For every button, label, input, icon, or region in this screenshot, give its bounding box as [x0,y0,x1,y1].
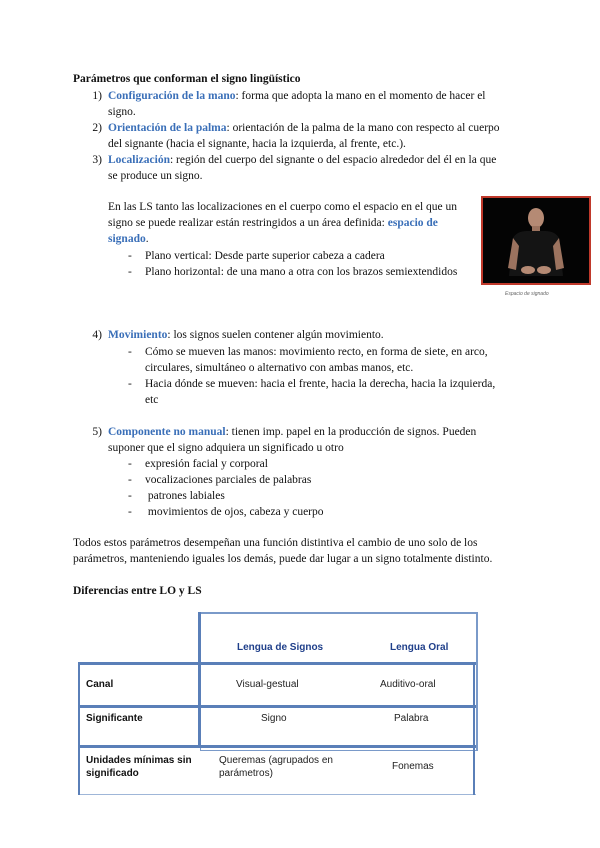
item-text: : forma que adopta la mano en el momento de hacer el [235,90,486,102]
table-divider [473,662,475,795]
loc-bullet: Plano vertical: Desde parte superior cabeza a cadera [145,250,385,262]
item-text-cont: signo. [108,106,136,118]
table-row-label: Canal [86,679,114,690]
item-text-cont: del signante (hacia el signante, hacia la izquierda, al frente, etc.). [108,138,406,150]
no-manual-bullet: patrones labiales [145,490,225,502]
bullet-dash: - [128,378,132,390]
table-cell: Palabra [394,713,429,724]
signing-space-photo [481,196,591,285]
bullet-dash: - [128,458,132,470]
term-espacio: espacio de [387,217,438,229]
bullet-dash: - [128,266,132,278]
section-title-parametros: Parámetros que conforman el signo lingüístico [73,73,301,85]
loc-para-line [108,231,149,247]
table-divider [80,662,476,665]
item-localizacion [108,152,496,168]
movimiento-bullet: Hacia dónde se mueven: hacia el frente, hacia la derecha, hacia la izquierda, [145,378,496,390]
movimiento-bullet-cont: etc [145,394,159,406]
loc-bullet: Plano horizontal: de una mano a otra con los brazos semiextendidos [145,266,458,278]
item-number: 1) [92,90,102,102]
table-divider [198,612,201,748]
term-configuracion: Configuración de la mano [108,90,236,102]
term-componente-no-manual: Componente no manual [108,426,226,438]
table-cell: Visual-gestual [236,679,299,690]
bullet-dash: - [128,490,132,502]
item-number: 3) [92,154,102,166]
table-divider [80,794,476,795]
item-movimiento [108,327,384,343]
term-orientacion: Orientación de la palma [108,122,227,134]
term-movimiento: Movimiento [108,329,168,341]
item-number: 4) [92,329,102,341]
table-cell: Auditivo-oral [380,679,436,690]
item-text: : tienen imp. papel en la producción de signos. Pueden [225,426,477,438]
table-row-label: Unidades mínimas sin [86,755,192,766]
bullet-dash: - [128,346,132,358]
no-manual-bullet: movimientos de ojos, cabeza y cuerpo [145,506,324,518]
table-header-ls: Lengua de Signos [237,642,324,653]
term-signado: signado [108,233,146,245]
loc-para-line: En las LS tanto las localizaciones en el cuerpo como el espacio en el que un [108,201,458,213]
item-componente-no-manual [108,424,476,440]
item-text-cont: se produce un signo. [108,170,203,182]
item-text: : región del cuerpo del signante o del espacio alrededor del él en la que [169,154,497,166]
bullet-dash: - [128,506,132,518]
closing-paragraph-line: parámetros, manteniendo iguales los demás, puede dar lugar a un signo totalmente distinto. [73,553,493,565]
item-configuracion [108,88,486,104]
item-text: : los signos suelen contener algún movimiento. [167,329,384,341]
person-silhouette-icon [483,198,589,283]
movimiento-bullet: Cómo se mueven las manos: movimiento recto, en forma de siete, en arco, [145,346,488,358]
item-number: 2) [92,122,102,134]
table-row-label: Significante [86,713,143,724]
no-manual-bullet: expresión facial y corporal [145,458,268,470]
item-number: 5) [92,426,102,438]
item-text-cont: suponer que el signo adquiera un significado u otro [108,442,344,454]
bullet-dash: - [128,474,132,486]
item-text: : orientación de la palma de la mano con respecto al cuerpo [226,122,500,134]
movimiento-bullet-cont: circulares, simultáneo o alternativo con ambas manos, etc. [145,362,414,374]
table-divider [78,662,80,795]
photo-caption: Espacio de signado [505,291,549,297]
table-cell: Queremas (agrupados en [219,755,333,766]
no-manual-bullet: vocalizaciones parciales de palabras [145,474,312,486]
table-cell: Fonemas [392,761,434,772]
loc-para-end: . [145,233,149,245]
term-localizacion: Localización [108,154,170,166]
bullet-dash: - [128,250,132,262]
table-cell: Signo [261,713,287,724]
section-title-diferencias: Diferencias entre LO y LS [73,585,202,597]
table-cell: parámetros) [219,768,273,779]
table-header-lo: Lengua Oral [390,642,449,653]
loc-para-text: signo se puede realizar están restringidos a un área definida: [108,217,388,229]
item-orientacion [108,120,500,136]
loc-para-line [108,215,438,231]
closing-paragraph-line: Todos estos parámetros desempeñan una función distintiva el cambio de uno solo de los [73,537,478,549]
table-divider [80,745,476,748]
table-divider [80,705,476,708]
table-row-label: significado [86,768,139,779]
